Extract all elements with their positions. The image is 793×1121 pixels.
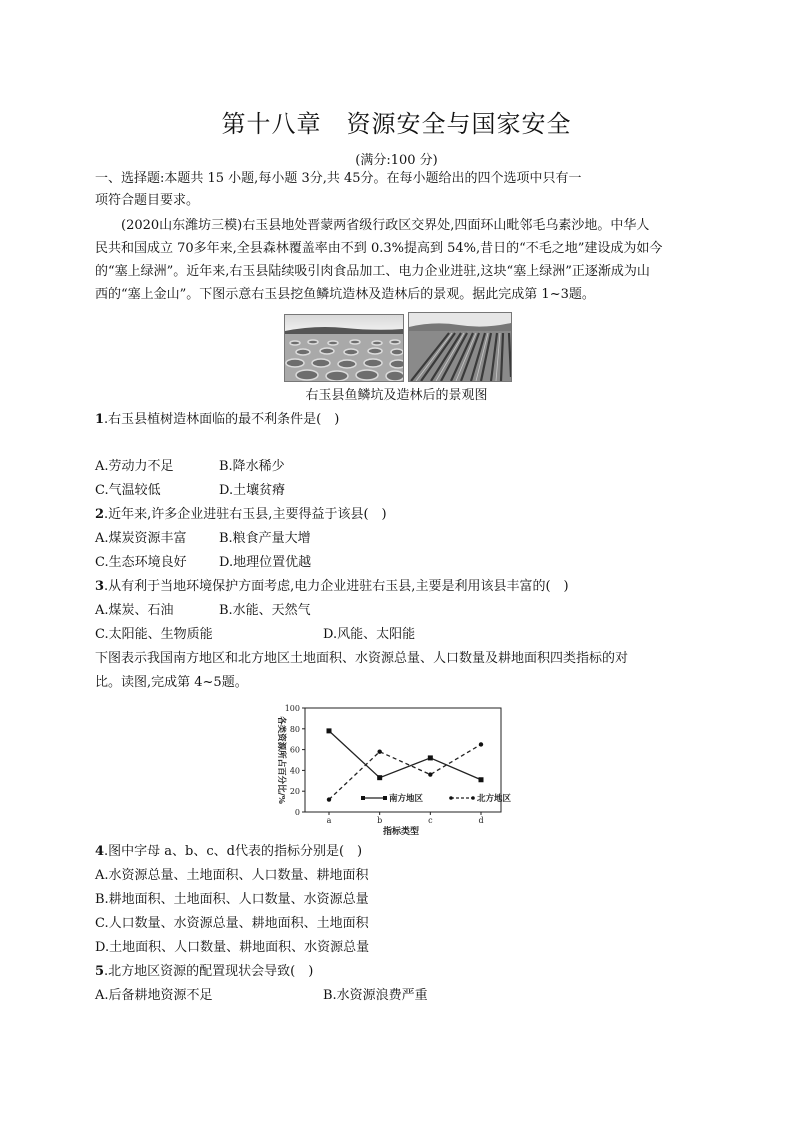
question-number: 1 xyxy=(95,412,105,427)
y-tick-label: 60 xyxy=(289,745,300,755)
question-2 xyxy=(95,504,705,526)
x-tick-label: a xyxy=(326,816,332,825)
legend-label: 北方地区 xyxy=(477,794,512,804)
figure-caption: 右玉县鱼鳞坑及造林后的景观图 xyxy=(305,388,488,403)
option-a: A.劳动力不足 xyxy=(95,459,174,474)
page-title: 第十八章 资源安全与国家安全 xyxy=(221,110,572,138)
option-c: C.人口数量、水资源总量、耕地面积、土地面积 xyxy=(95,916,369,931)
question-3-options-row xyxy=(95,600,705,622)
legend-marker xyxy=(449,796,453,800)
x-axis-label: 指标类型 xyxy=(382,827,420,836)
option-a: A.后备耕地资源不足 xyxy=(95,988,213,1003)
option-b: B.粮食产量大增 xyxy=(219,531,311,546)
question-number: 2 xyxy=(95,507,105,522)
data-point xyxy=(327,797,331,801)
legend-marker xyxy=(383,796,387,800)
question-1-options-row xyxy=(95,456,705,478)
question-stem: .近年来,许多企业进驻右玉县,主要得益于该县( ) xyxy=(104,507,387,522)
option-b: B.水能、天然气 xyxy=(219,603,311,618)
x-tick-label: d xyxy=(478,816,484,825)
x-tick-label: c xyxy=(428,816,433,825)
question-4 xyxy=(95,841,705,863)
y-tick-label: 100 xyxy=(284,704,300,713)
data-point xyxy=(479,777,484,782)
passage-2-line: 下图表示我国南方地区和北方地区土地面积、水资源总量、人口数量及耕地面积四类指标的对 xyxy=(95,651,629,666)
question-3 xyxy=(95,576,705,598)
option-a: A.煤炭、石油 xyxy=(95,603,174,618)
question-2-options-row xyxy=(95,552,705,574)
option-a: A.水资源总量、土地面积、人口数量、耕地面积 xyxy=(95,868,369,883)
option-d: D.土地面积、人口数量、耕地面积、水资源总量 xyxy=(95,940,370,955)
data-point xyxy=(327,728,332,733)
y-axis-label: 各类资源所占百分比/% xyxy=(276,716,286,804)
section-intro: 一、选择题:本题共 15 小题,每小题 3分,共 45分。在每小题给出的四个选项中只有一 xyxy=(95,171,582,186)
option-d: D.土壤贫瘠 xyxy=(219,483,286,498)
passage-1-line: 的“塞上绿洲”。近年来,右玉县陆续吸引肉食品加工、电力企业进驻,这块“塞上绿洲”正逐渐成为山 xyxy=(95,264,650,279)
passage-1-line: (2020山东潍坊三模)右玉县地处晋蒙两省级行政区交界处,四面环山毗邻毛乌素沙地。中华人 xyxy=(121,218,650,233)
data-point xyxy=(377,749,381,753)
full-score: (满分:100 分) xyxy=(355,153,438,168)
option-c: C.气温较低 xyxy=(95,483,161,498)
option-b: B.耕地面积、土地面积、人口数量、水资源总量 xyxy=(95,892,369,907)
question-3-options-row xyxy=(95,624,705,646)
question-5-options-row xyxy=(95,985,705,1007)
question-2-options-row xyxy=(95,528,705,550)
series-line-south xyxy=(329,731,481,780)
question-number: 4 xyxy=(95,844,105,859)
option-c: C.生态环境良好 xyxy=(95,555,187,570)
afforestation-landscape-photo xyxy=(408,312,512,382)
data-point xyxy=(428,772,432,776)
option-c: C.太阳能、生物质能 xyxy=(95,627,213,642)
legend-marker xyxy=(361,796,365,800)
data-point xyxy=(479,742,483,746)
question-number: 5 xyxy=(95,964,105,979)
y-tick-label: 40 xyxy=(289,766,300,776)
data-point xyxy=(428,755,433,760)
question-stem: .北方地区资源的配置现状会导致( ) xyxy=(104,964,314,979)
option-a: A.煤炭资源丰富 xyxy=(95,531,187,546)
y-tick-label: 80 xyxy=(289,724,300,734)
option-b: B.水资源浪费严重 xyxy=(323,988,428,1003)
y-tick-label: 0 xyxy=(294,808,300,817)
option-d: D.地理位置优越 xyxy=(219,555,312,570)
y-tick-label: 20 xyxy=(289,787,300,797)
fish-scale-pit-photo xyxy=(284,314,404,382)
question-1-options-row xyxy=(95,480,705,502)
section-intro-cont: 项符合题目要求。 xyxy=(95,193,200,208)
legend-marker xyxy=(471,796,475,800)
resource-comparison-chart xyxy=(265,696,535,836)
data-point xyxy=(377,775,382,780)
question-1 xyxy=(95,409,705,431)
question-stem: .图中字母 a、b、c、d代表的指标分别是( ) xyxy=(104,844,363,859)
x-tick-label: b xyxy=(377,816,383,825)
passage-1-line: 民共和国成立 70多年来,全县森林覆盖率由不到 0.3%提高到 54%,昔日的“不毛之地”建设成为如今 xyxy=(95,241,663,256)
passage-2-line: 比。读图,完成第 4~5题。 xyxy=(95,675,248,690)
question-stem: .从有利于当地环境保护方面考虑,电力企业进驻右玉县,主要是利用该县丰富的( ) xyxy=(104,579,569,594)
question-5 xyxy=(95,961,705,983)
question-stem: .右玉县植树造林面临的最不利条件是( ) xyxy=(104,412,340,427)
option-b: B.降水稀少 xyxy=(219,459,285,474)
option-d: D.风能、太阳能 xyxy=(323,627,416,642)
legend-label: 南方地区 xyxy=(389,794,424,804)
passage-1-line: 西的“塞上金山”。下图示意右玉县挖鱼鳞坑造林及造林后的景观。据此完成第 1~3题。 xyxy=(95,287,595,302)
question-number: 3 xyxy=(95,579,105,594)
